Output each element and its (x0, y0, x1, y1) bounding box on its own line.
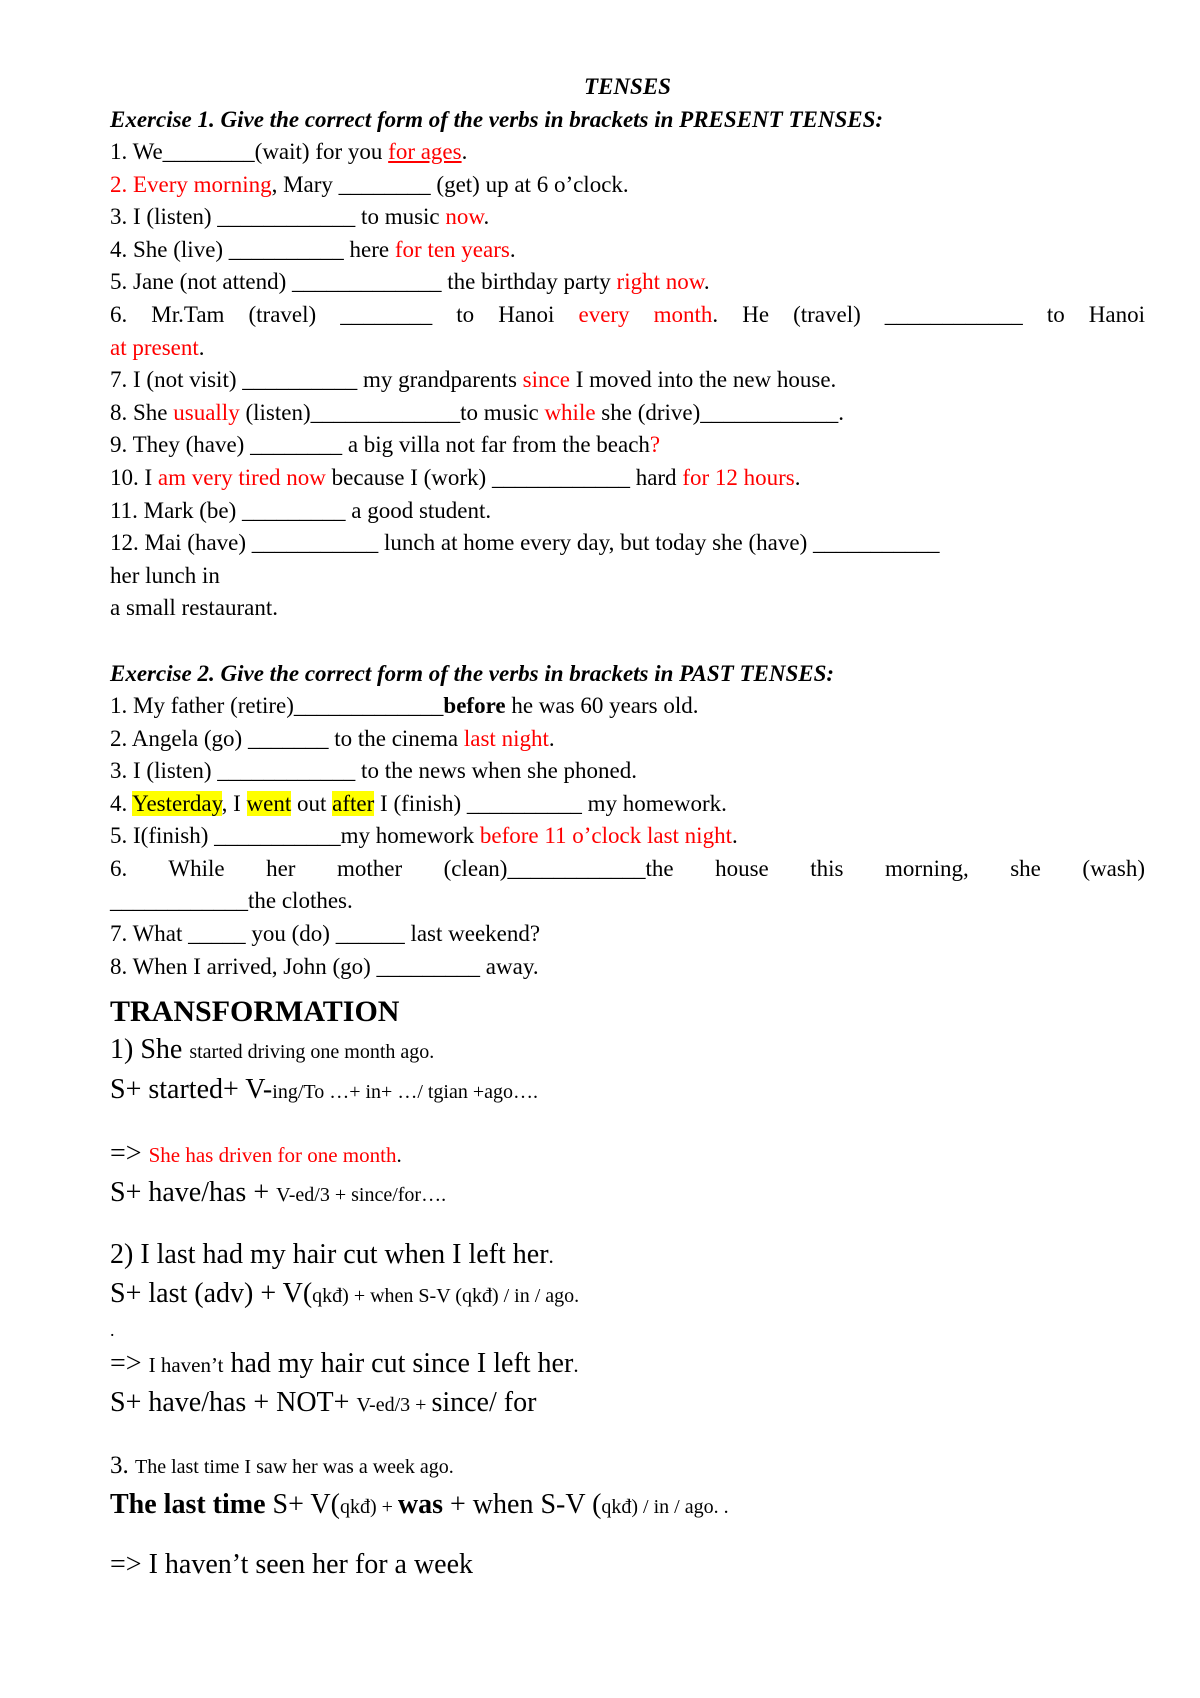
spacer (110, 1214, 1145, 1236)
ex1-item-3: 3. I (listen) ____________ to music now. (110, 204, 490, 230)
ex1-item-11: 11. Mark (be) _________ a good student. (110, 497, 492, 523)
ex2-item-6-cont: ____________the clothes. (110, 888, 353, 914)
ex1-item-10: 10. I am very tired now because I (work) ____________ hard for 12 hours. (110, 464, 801, 490)
page-title: TENSES (584, 74, 671, 99)
ex1-item-9: 9. They (have) ________ a big villa not far from the beach? (110, 432, 661, 458)
worksheet-page (110, 70, 1145, 1583)
ex2-item-5: 5. I(finish) ___________my homework before 11 o’clock last night. (110, 823, 738, 849)
ex2-item-2: 2. Angela (go) _______ to the cinema last night. (110, 725, 555, 751)
spacer (110, 1111, 1145, 1135)
ex1-item-6: 6. Mr.Tam (travel) ________ to Hanoi every month. He (travel) ____________ to Hanoi (110, 301, 1146, 327)
trans-1-formula: S+ started+ V-ing/To …+ in+ …/ tgian +ago…. (110, 1074, 539, 1106)
spacer (110, 1526, 1145, 1546)
ex2-item-3: 3. I (listen) ____________ to the news when she phoned. (110, 758, 638, 784)
trans-2-result-formula: S+ have/has + NOT+ V-ed/3 + since/ for (110, 1387, 537, 1419)
ex1-item-2: 2. Every morning, Mary ________ (get) up at 6 o’clock. (110, 171, 629, 197)
ex1-item-8: 8. She usually (listen)_____________to music while she (drive)____________. (110, 399, 845, 425)
ex1-item-1: 1. We________(wait) for you for ages. (110, 139, 468, 164)
trans-1-result: => She has driven for one month. (110, 1138, 402, 1170)
ex1-item-12: 12. Mai (have) ___________ lunch at home every day, but today she (have) ___________ (110, 530, 940, 556)
ex1-item-4: 4. She (live) __________ here for ten years. (110, 236, 516, 262)
exercise-2-heading: Exercise 2. Give the correct form of the verbs in brackets in PAST TENSES: (110, 660, 835, 686)
ex2-item-6: 6. While her mother (clean)____________the house this morning, she (wash) (110, 855, 1145, 881)
transformation-heading: TRANSFORMATION (110, 995, 400, 1029)
trans-3-sentence: 3. The last time I saw her was a week ago. (110, 1452, 454, 1480)
trans-2-result: => I haven’t had my hair cut since I left her. (110, 1348, 579, 1380)
exercise-1-heading: Exercise 1. Give the correct form of the verbs in brackets in PRESENT TENSES: (110, 107, 884, 132)
ex1-item-6-cont: at present. (110, 334, 205, 360)
trans-1-sentence: 1) She started driving one month ago. (110, 1034, 435, 1066)
trans-2-formula: S+ last (adv) + V(qkđ) + when S-V (qkđ) / in / ago. (110, 1278, 580, 1310)
trans-2-dot: . (110, 1320, 115, 1341)
ex1-item-7: 7. I (not visit) __________ my grandparents since I moved into the new house. (110, 367, 837, 393)
trans-1-result-formula: S+ have/has + V-ed/3 + since/for…. (110, 1177, 447, 1209)
trans-2-sentence: 2) I last had my hair cut when I left her. (110, 1239, 554, 1271)
trans-3-result: => I haven’t seen her for a week (110, 1549, 474, 1581)
ex1-item-12-cont: her lunch in (110, 562, 220, 588)
trans-3-formula: The last time S+ V(qkđ) + was + when S-V (qkđ) / in / ago. . (110, 1489, 729, 1521)
spacer (110, 625, 1145, 657)
ex1-item-12-cont2: a small restaurant. (110, 595, 278, 621)
ex2-item-4: 4. Yesterday, I went out after I (finish) __________ my homework. (110, 790, 727, 816)
spacer (110, 1424, 1145, 1446)
ex2-item-1: 1. My father (retire)_____________before he was 60 years old. (110, 692, 699, 718)
ex1-item-5: 5. Jane (not attend) _____________ the birthday party right now. (110, 269, 710, 295)
ex2-item-7: 7. What _____ you (do) ______ last weekend? (110, 921, 541, 947)
ex2-item-8: 8. When I arrived, John (go) _________ away. (110, 953, 539, 979)
